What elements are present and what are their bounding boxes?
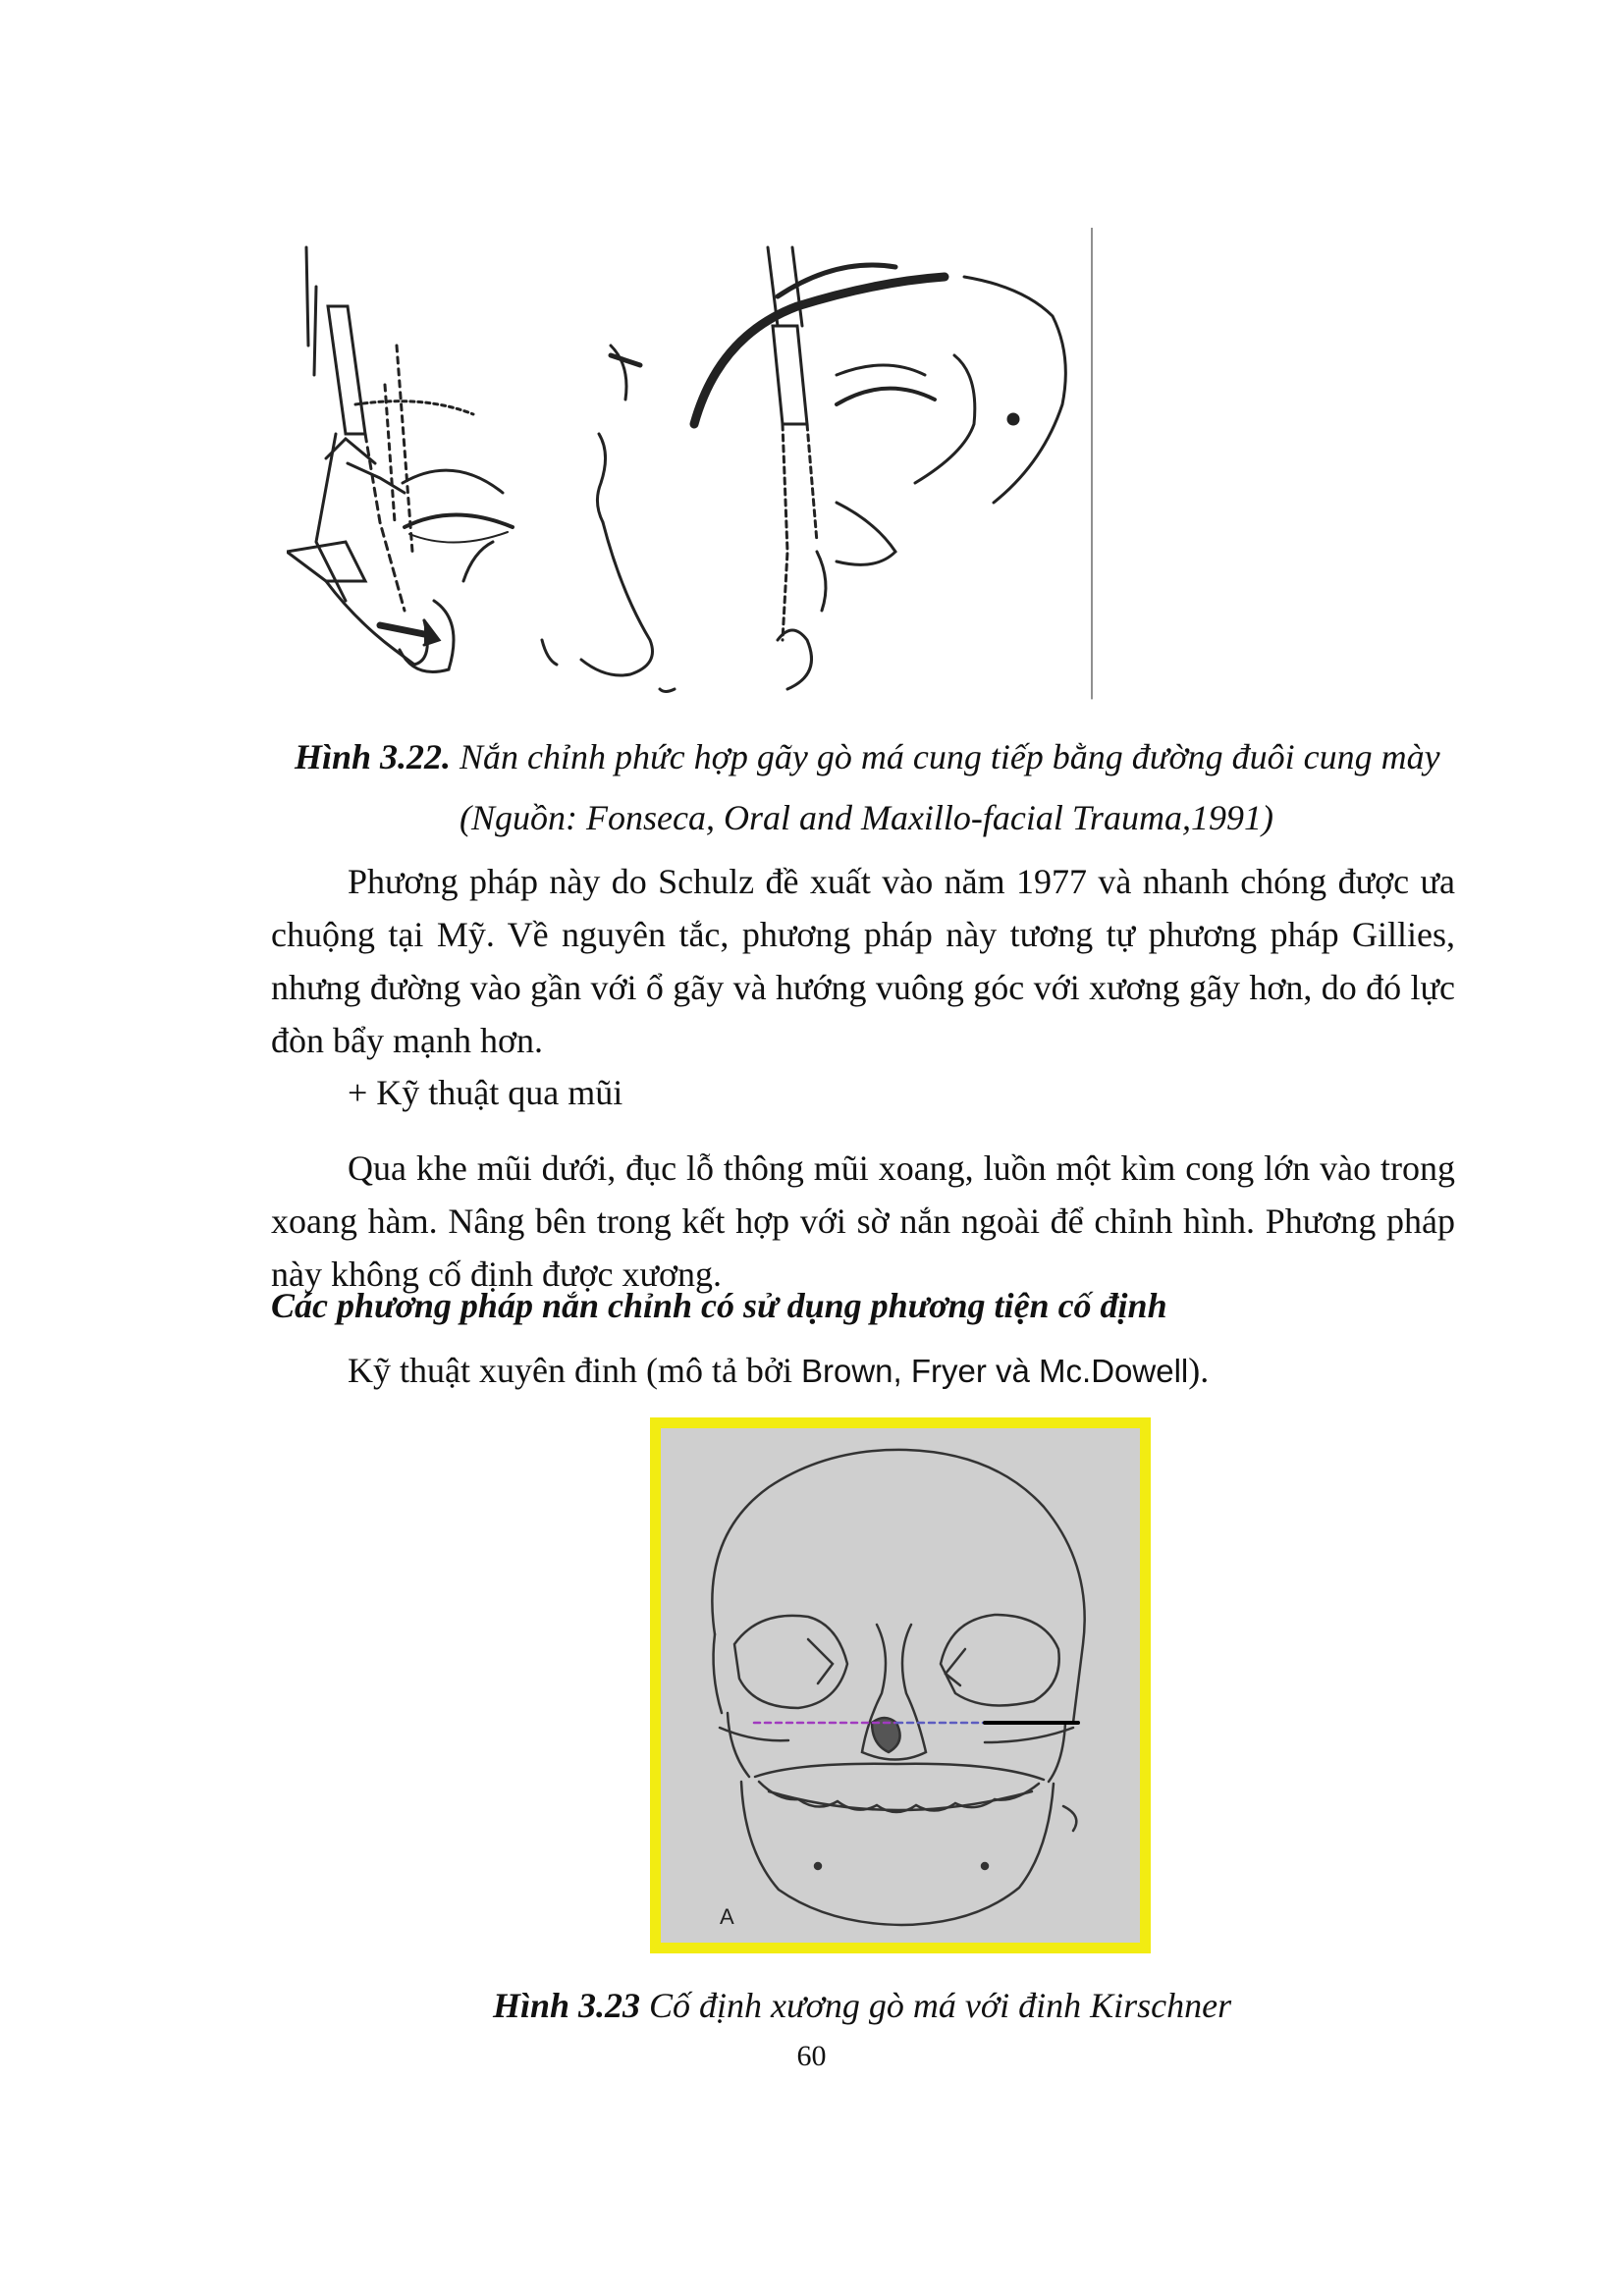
- paragraph-authors: Brown, Fryer và Mc.Dowell: [800, 1353, 1189, 1389]
- figure-3-22-label: Hình 3.22.: [295, 737, 452, 776]
- figure-3-22-caption-text: Nắn chỉnh phức hợp gãy gò má cung tiếp bằng đường đuôi cung mày: [451, 737, 1440, 776]
- paragraph-line: chuộng tại Mỹ. Về nguyên tắc, phương pháp này tương tự phương pháp Gillies,: [271, 915, 1455, 954]
- paragraph-line: đòn bẩy mạnh hơn.: [271, 1021, 543, 1060]
- paragraph-schulz: [271, 855, 1455, 1067]
- item-nasal-text: + Kỹ thuật qua mũi: [348, 1073, 623, 1112]
- paragraph-line: Qua khe mũi dưới, đục lỗ thông mũi xoang, luồn một kìm cong lớn vào trong: [348, 1148, 1455, 1188]
- item-nasal-technique: [271, 1066, 1455, 1119]
- panel-label: A: [720, 1904, 734, 1929]
- paragraph-line: Phương pháp này do Schulz đề xuất vào năm 1977 và nhanh chóng được ưa: [348, 862, 1455, 901]
- figure-3-23-label: Hình 3.23: [493, 1986, 641, 2025]
- figure-3-23-illustration: [650, 1417, 1151, 1953]
- figure-3-22-source: (Nguồn: Fonseca, Oral and Maxillo-facial Trauma,1991): [460, 798, 1273, 837]
- paragraph-suffix: ).: [1188, 1351, 1210, 1390]
- figure-3-23-caption-text: Cố định xương gò má với đinh Kirschner: [640, 1986, 1232, 2025]
- paragraph-pin-technique: [348, 1350, 1209, 1391]
- figure-3-22-illustration: [287, 228, 1200, 709]
- paragraph-line: nhưng đường vào gần với ổ gãy và hướng vuông góc với xương gãy hơn, do đó lực: [271, 968, 1455, 1007]
- paragraph-prefix: Kỹ thuật xuyên đinh (mô tả bởi: [348, 1351, 801, 1390]
- figure-3-23-caption: [493, 1985, 1231, 2026]
- paragraph-line: này không cố định được xương.: [271, 1255, 723, 1294]
- paragraph-nasal: [271, 1142, 1455, 1301]
- figure-3-22-caption: [295, 736, 1440, 777]
- paragraph-line: xoang hàm. Nâng bên trong kết hợp với sờ nắn ngoài để chỉnh hình. Phương pháp: [271, 1201, 1455, 1241]
- page-number: 60: [796, 2040, 827, 2072]
- section-heading: Các phương pháp nắn chỉnh có sử dụng phương tiện cố định: [271, 1286, 1167, 1325]
